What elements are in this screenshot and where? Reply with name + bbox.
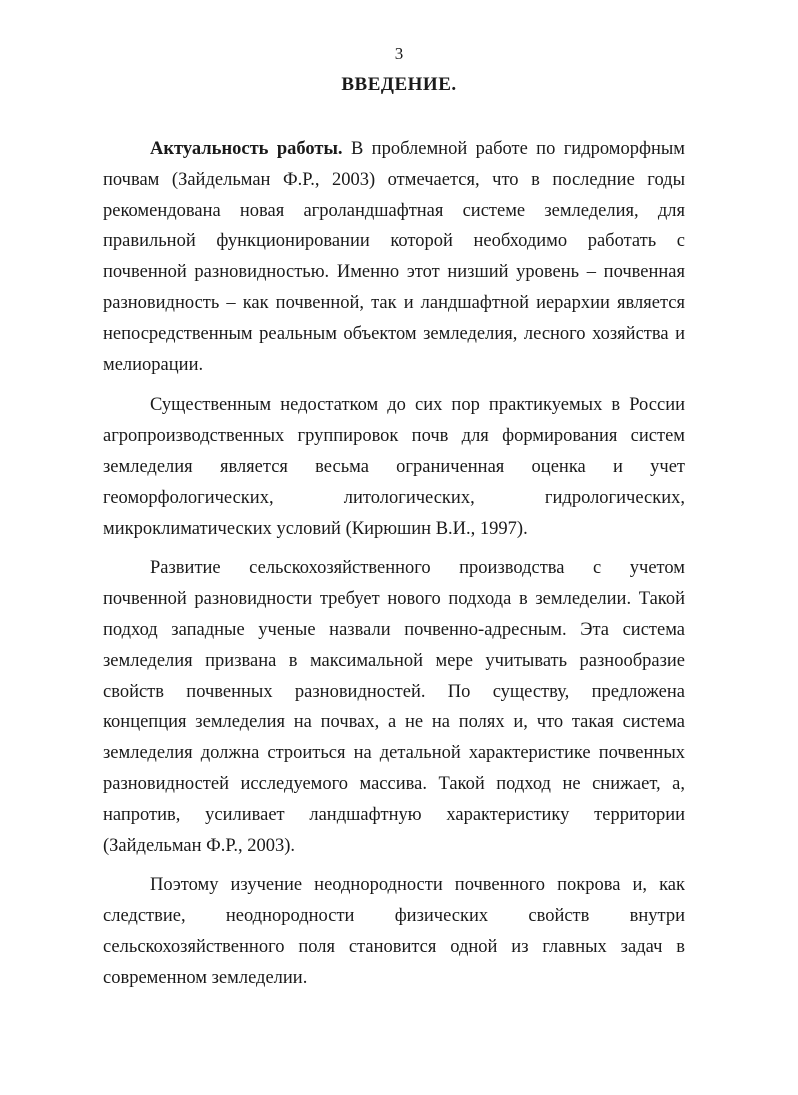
paragraph-line: рекомендована новая агроландшафтная системе земледелия, для	[103, 200, 685, 221]
paragraph-development	[103, 553, 685, 861]
paragraph-relevance	[103, 134, 685, 380]
paragraph-line: микроклиматических условий (Кирюшин В.И., 1997).	[103, 518, 528, 539]
paragraph-line: сельскохозяйственного поля становится одной из главных задач в	[103, 936, 685, 957]
paragraph-line: почвам (Зайдельман Ф.Р., 2003) отмечается, что в последние годы	[103, 169, 685, 190]
paragraph-line: современном земледелии.	[103, 967, 308, 988]
paragraph-line: подход западные ученые назвали почвенно-адресным. Эта система	[103, 619, 685, 640]
paragraph-line: почвенной разновидностью. Именно этот низший уровень – почвенная	[103, 262, 685, 283]
paragraph-line: концепция земледелия на почвах, а не на полях и, что такая система	[103, 712, 685, 733]
paragraph-line: почвенной разновидности требует нового подхода в земледелии. Такой	[103, 589, 685, 610]
paragraph-line: мелиорации.	[103, 354, 204, 375]
paragraph-line: правильной функционировании которой необходимо работать с	[103, 231, 685, 252]
line-text: В проблемной работе по гидроморфным	[342, 139, 685, 159]
paragraph-line: земледелия должна строиться на детальной характеристике почвенных	[103, 743, 685, 764]
paragraph-line: геоморфологических, литологических, гидрологических,	[103, 487, 685, 508]
paragraph-line: разновидность – как почвенной, так и ландшафтной иерархии является	[103, 292, 685, 313]
paragraph-line: агропроизводственных группировок почв для формирования систем	[103, 426, 685, 447]
section-title: ВВЕДЕНИЕ.	[341, 74, 457, 95]
paragraph-shortcoming	[103, 390, 685, 544]
paragraph-line: Развитие сельскохозяйственного производства с учетом	[150, 558, 685, 579]
page-number: 3	[394, 44, 404, 63]
document-body	[103, 134, 685, 995]
paragraph-line: Существенным недостатком до сих пор практикуемых в России	[150, 395, 685, 416]
paragraph-line: свойств почвенных разновидностей. По существу, предложена	[103, 681, 685, 702]
paragraph-line: непосредственным реальным объектом земледелия, лесного хозяйства и	[103, 323, 685, 344]
paragraph-conclusion	[103, 870, 685, 993]
paragraph-line: напротив, усиливает ландшафтную характеристику территории	[103, 804, 685, 825]
paragraph-line: земледелия является весьма ограниченная оценка и учет	[103, 456, 685, 477]
paragraph-line	[103, 134, 685, 165]
paragraph-line: следствие, неоднородности физических свойств внутри	[103, 906, 685, 927]
paragraph-line: разновидностей исследуемого массива. Такой подход не снижает, а,	[103, 773, 685, 794]
paragraph-line: Поэтому изучение неоднородности почвенного покрова и, как	[150, 875, 685, 896]
paragraph-lead: Актуальность работы.	[150, 139, 343, 159]
paragraph-line: земледелия призвана в максимальной мере учитывать разнообразие	[103, 650, 685, 671]
paragraph-line: (Зайдельман Ф.Р., 2003).	[103, 835, 296, 856]
